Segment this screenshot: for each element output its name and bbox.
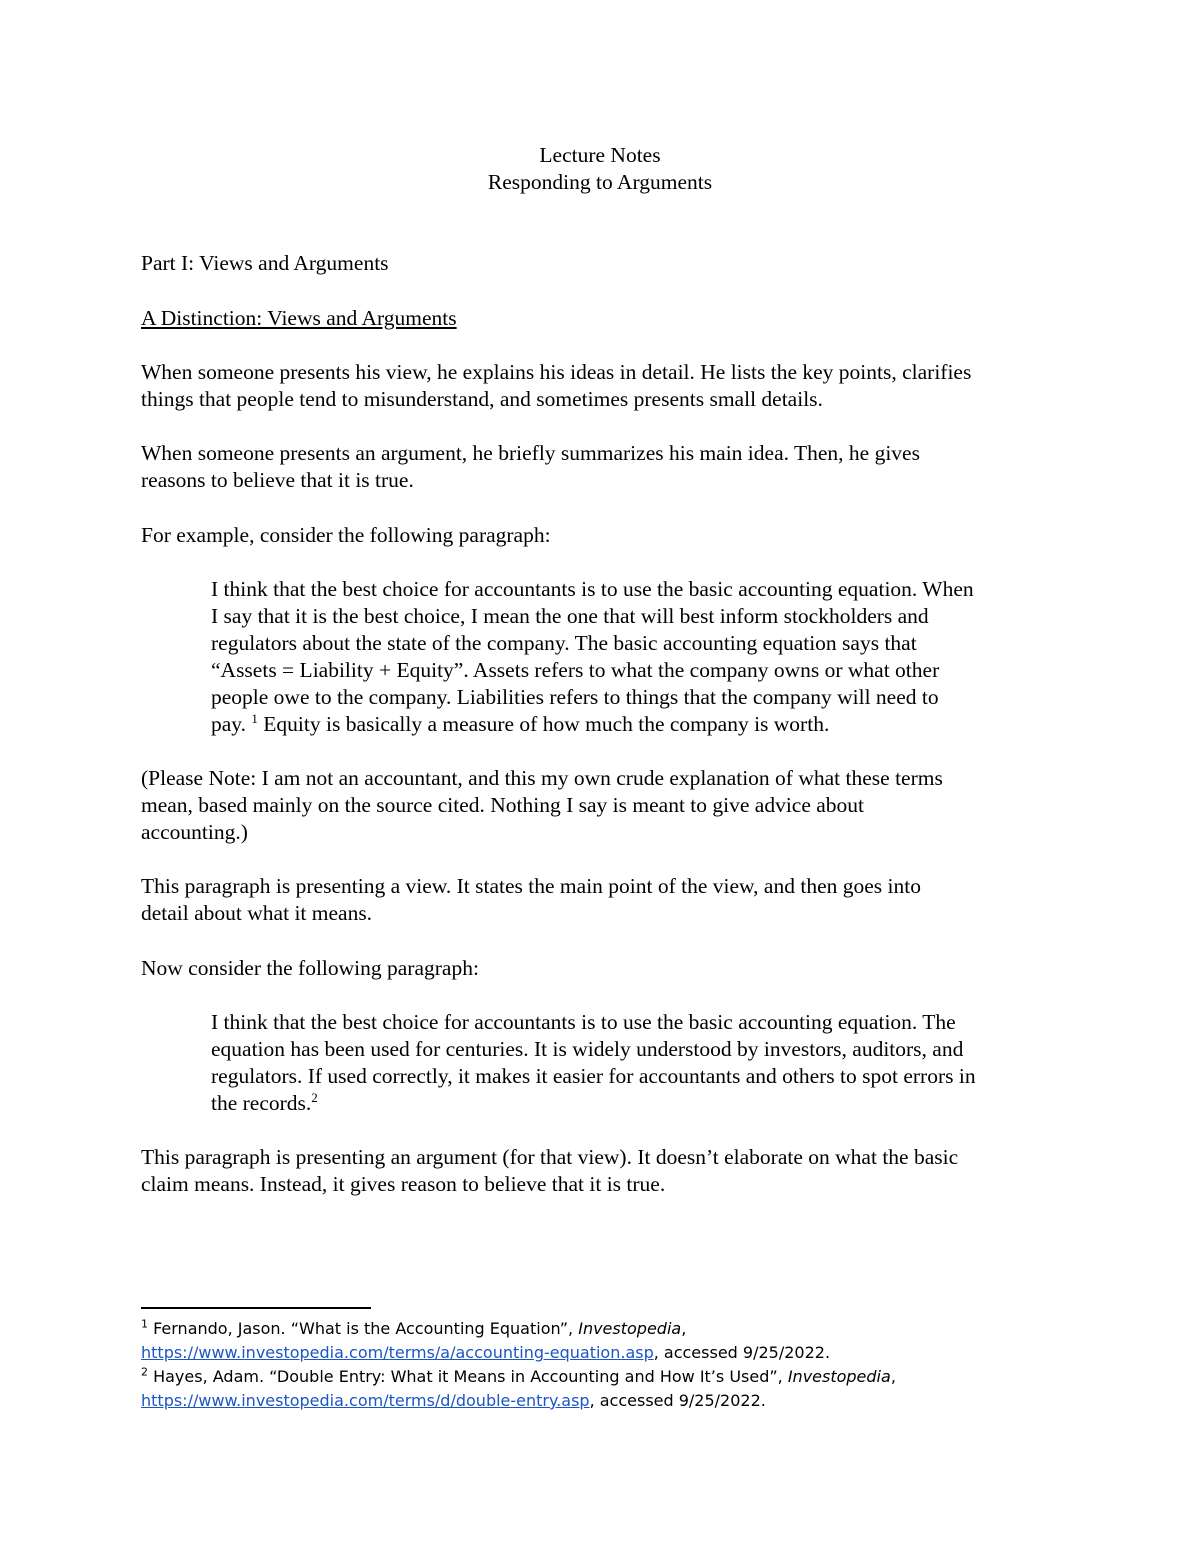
footnote-2 — [141, 1365, 1071, 1413]
quote-line — [211, 1090, 1071, 1117]
paragraph-line: mean, based mainly on the source cited. Nothing I say is meant to give advice about — [141, 793, 865, 817]
quote-line: “Assets = Liability + Equity”. Assets refers to what the company owns or what other — [211, 658, 940, 682]
quote-text: Equity is basically a measure of how much the company is worth. — [257, 712, 830, 736]
quote-text: the records. — [211, 1091, 312, 1115]
paragraph-line: When someone presents an argument, he briefly summarizes his main idea. Then, he gives — [141, 441, 920, 465]
paragraph-second-example-intro: Now consider the following paragraph: — [141, 956, 479, 980]
section-heading: A Distinction: Views and Arguments — [141, 306, 457, 330]
footnote-source: Investopedia — [578, 1319, 682, 1338]
quote-line: I say that it is the best choice, I mean the one that will best inform stockholders and — [211, 604, 929, 628]
footnote-line — [141, 1341, 1071, 1365]
part-heading: Part I: Views and Arguments — [141, 251, 389, 275]
paragraph-note — [141, 765, 1071, 846]
footnote-link-1[interactable]: https://www.investopedia.com/terms/a/accounting-equation.asp — [141, 1343, 654, 1362]
paragraph-line: accounting.) — [141, 820, 248, 844]
title-line-2: Responding to Arguments — [487, 170, 713, 194]
paragraph-line: (Please Note: I am not an accountant, and this my own crude explanation of what these terms — [141, 766, 943, 790]
footnote-source: Investopedia — [787, 1367, 891, 1386]
footnote-line — [141, 1317, 1071, 1341]
title-line-1: Lecture Notes — [539, 143, 661, 167]
paragraph-line: detail about what it means. — [141, 901, 373, 925]
footnote-reference-2[interactable]: 2 — [311, 1089, 318, 1105]
footnote-reference-1[interactable]: 1 — [251, 710, 258, 726]
footnotes — [141, 1317, 1071, 1413]
quote-line: equation has been used for centuries. It is widely understood by investors, auditors, and — [211, 1037, 964, 1061]
paragraph-views — [141, 359, 1071, 413]
paragraph-line: When someone presents his view, he explains his ideas in detail. He lists the key points, clarifies — [141, 360, 972, 384]
footnote-punct: , — [890, 1367, 896, 1386]
block-quote-argument — [211, 1009, 1071, 1117]
footnote-author: Fernando, Jason. “What is the Accounting Equation”, — [148, 1319, 579, 1338]
quote-line: I think that the best choice for accountants is to use the basic accounting equation. The — [211, 1010, 956, 1034]
footnote-accessed: , accessed 9/25/2022. — [589, 1391, 766, 1410]
quote-line: regulators about the state of the company. The basic accounting equation says that — [211, 631, 917, 655]
paragraph-line: This paragraph is presenting an argument (for that view). It doesn’t elaborate on what the basic — [141, 1145, 959, 1169]
paragraph-view-explanation — [141, 873, 1071, 927]
footnote-punct: , — [681, 1319, 687, 1338]
footnote-accessed: , accessed 9/25/2022. — [653, 1343, 831, 1362]
footnote-number: 1 — [141, 1317, 148, 1331]
footnote-line — [141, 1365, 1071, 1389]
block-quote-view — [211, 576, 1071, 738]
paragraph-example-intro: For example, consider the following paragraph: — [141, 523, 551, 547]
quote-line: people owe to the company. Liabilities refers to things that the company will need to — [211, 685, 939, 709]
paragraph-line: reasons to believe that it is true. — [141, 468, 414, 492]
paragraph-line: things that people tend to misunderstand, and sometimes presents small details. — [141, 387, 823, 411]
quote-text: pay. — [211, 712, 247, 736]
footnote-link-2[interactable]: https://www.investopedia.com/terms/d/double-entry.asp — [141, 1391, 590, 1410]
footnote-author: Hayes, Adam. “Double Entry: What it Means in Accounting and How It’s Used”, — [148, 1367, 788, 1386]
footnote-divider — [141, 1307, 371, 1309]
quote-line: regulators. If used correctly, it makes it easier for accountants and others to spot errors in — [211, 1064, 976, 1088]
footnote-number: 2 — [141, 1365, 148, 1379]
paragraph-line: This paragraph is presenting a view. It states the main point of the view, and then goes into — [141, 874, 921, 898]
quote-line — [211, 711, 1071, 738]
paragraph-line: claim means. Instead, it gives reason to believe that it is true. — [141, 1172, 666, 1196]
paragraph-argument-explanation — [141, 1144, 1071, 1198]
footnote-1 — [141, 1317, 1071, 1365]
paragraph-arguments — [141, 440, 1071, 494]
quote-line: I think that the best choice for accountants is to use the basic accounting equation. When — [211, 577, 974, 601]
footnote-line — [141, 1389, 1071, 1413]
document-title — [0, 142, 1200, 196]
